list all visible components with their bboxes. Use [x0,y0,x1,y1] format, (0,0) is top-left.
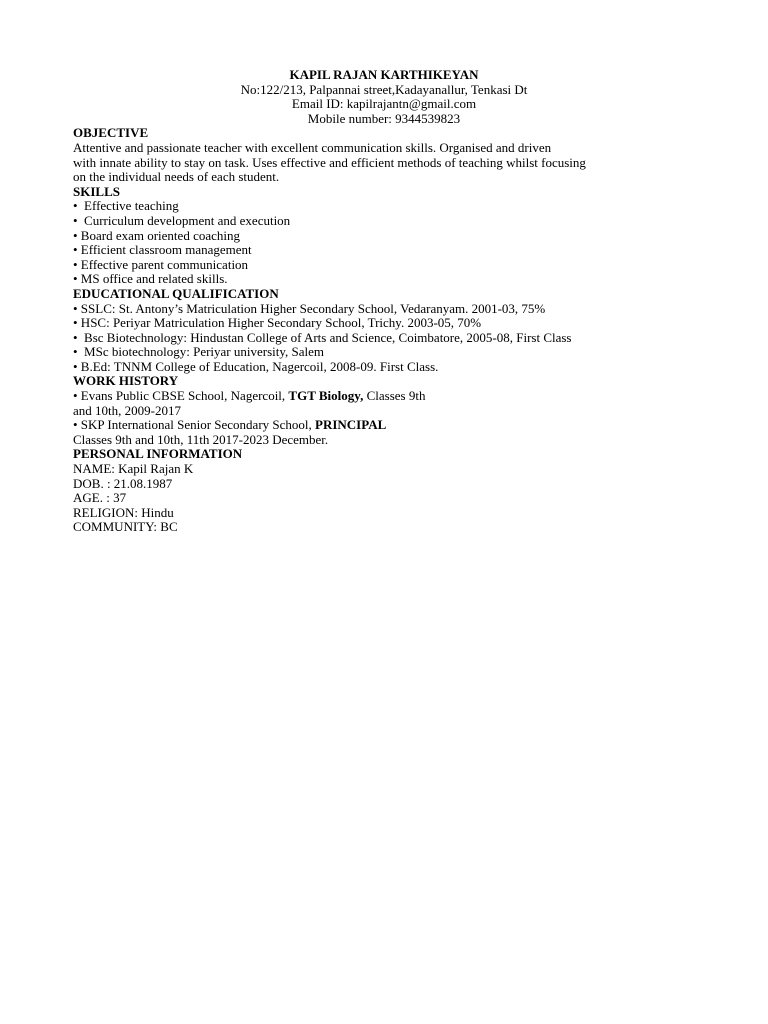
education-item: • Bsc Biotechnology: Hindustan College of Arts and Science, Coimbatore, 2005-08, First Class [73,329,572,345]
address: No:122/213, Palpannai street,Kadayanallur, Tenkasi Dt [240,81,528,97]
work-item-employer: • Evans Public CBSE School, Nagercoil, [73,388,289,404]
skill-item: • MS office and related skills. [73,271,228,287]
work-item-continuation: and 10th, 2009-2017 [73,402,181,418]
education-item: • SSLC: St. Antony’s Matriculation Higher Secondary School, Vedaranyam. 2001-03, 75% [73,300,546,316]
objective-section [73,126,693,184]
education-item: • B.Ed: TNNM College of Education, Nagercoil, 2008-09. First Class. [73,358,439,374]
personal-information-section [73,447,693,535]
education-section [73,287,693,375]
personal-item: COMMUNITY: BC [73,519,178,535]
objective-line: with innate ability to stay on task. Uses effective and efficient methods of teaching whilst focusing [73,154,586,170]
work-item-role: PRINCIPAL [315,417,387,433]
skill-item: • Curriculum development and execution [73,212,291,228]
work-item-employer: • SKP International Senior Secondary School, [73,417,316,433]
work-item-detail: Classes 9th [363,388,426,404]
candidate-name: KAPIL RAJAN KARTHIKEYAN [289,67,479,82]
work-item [73,418,693,433]
personal-item: RELIGION: Hindu [73,504,174,520]
work-item [73,389,693,404]
education-item: • HSC: Periyar Matriculation Higher Secondary School, Trichy. 2003-05, 70% [73,315,482,331]
work-history-section [73,374,693,447]
objective-title: OBJECTIVE [73,125,149,141]
education-title: EDUCATIONAL QUALIFICATION [73,285,279,301]
email: Email ID: kapilrajantn@gmail.com [291,96,477,112]
skill-item: • Efficient classroom management [73,242,252,258]
work-item-role: TGT Biology, [288,388,364,404]
personal-item: AGE. : 37 [73,490,127,506]
resume-page [73,68,693,535]
personal-item: DOB. : 21.08.1987 [73,475,173,491]
skill-item: • Effective teaching [73,198,179,214]
skill-item: • Effective parent communication [73,256,249,272]
work-item-continuation: Classes 9th and 10th, 11th 2017-2023 December. [73,431,329,447]
skills-section [73,185,693,287]
skill-item: • Board exam oriented coaching [73,227,240,243]
objective-line: Attentive and passionate teacher with excellent communication skills. Organised and driven [73,139,552,155]
resume-header [73,68,695,126]
work-history-title: WORK HISTORY [73,373,179,389]
personal-information-title: PERSONAL INFORMATION [73,446,243,462]
education-item: • MSc biotechnology: Periyar university, Salem [73,344,325,360]
personal-item: NAME: Kapil Rajan K [73,461,194,477]
objective-line: on the individual needs of each student. [73,169,280,185]
mobile-number: Mobile number: 9344539823 [307,110,461,126]
skills-title: SKILLS [73,183,120,199]
